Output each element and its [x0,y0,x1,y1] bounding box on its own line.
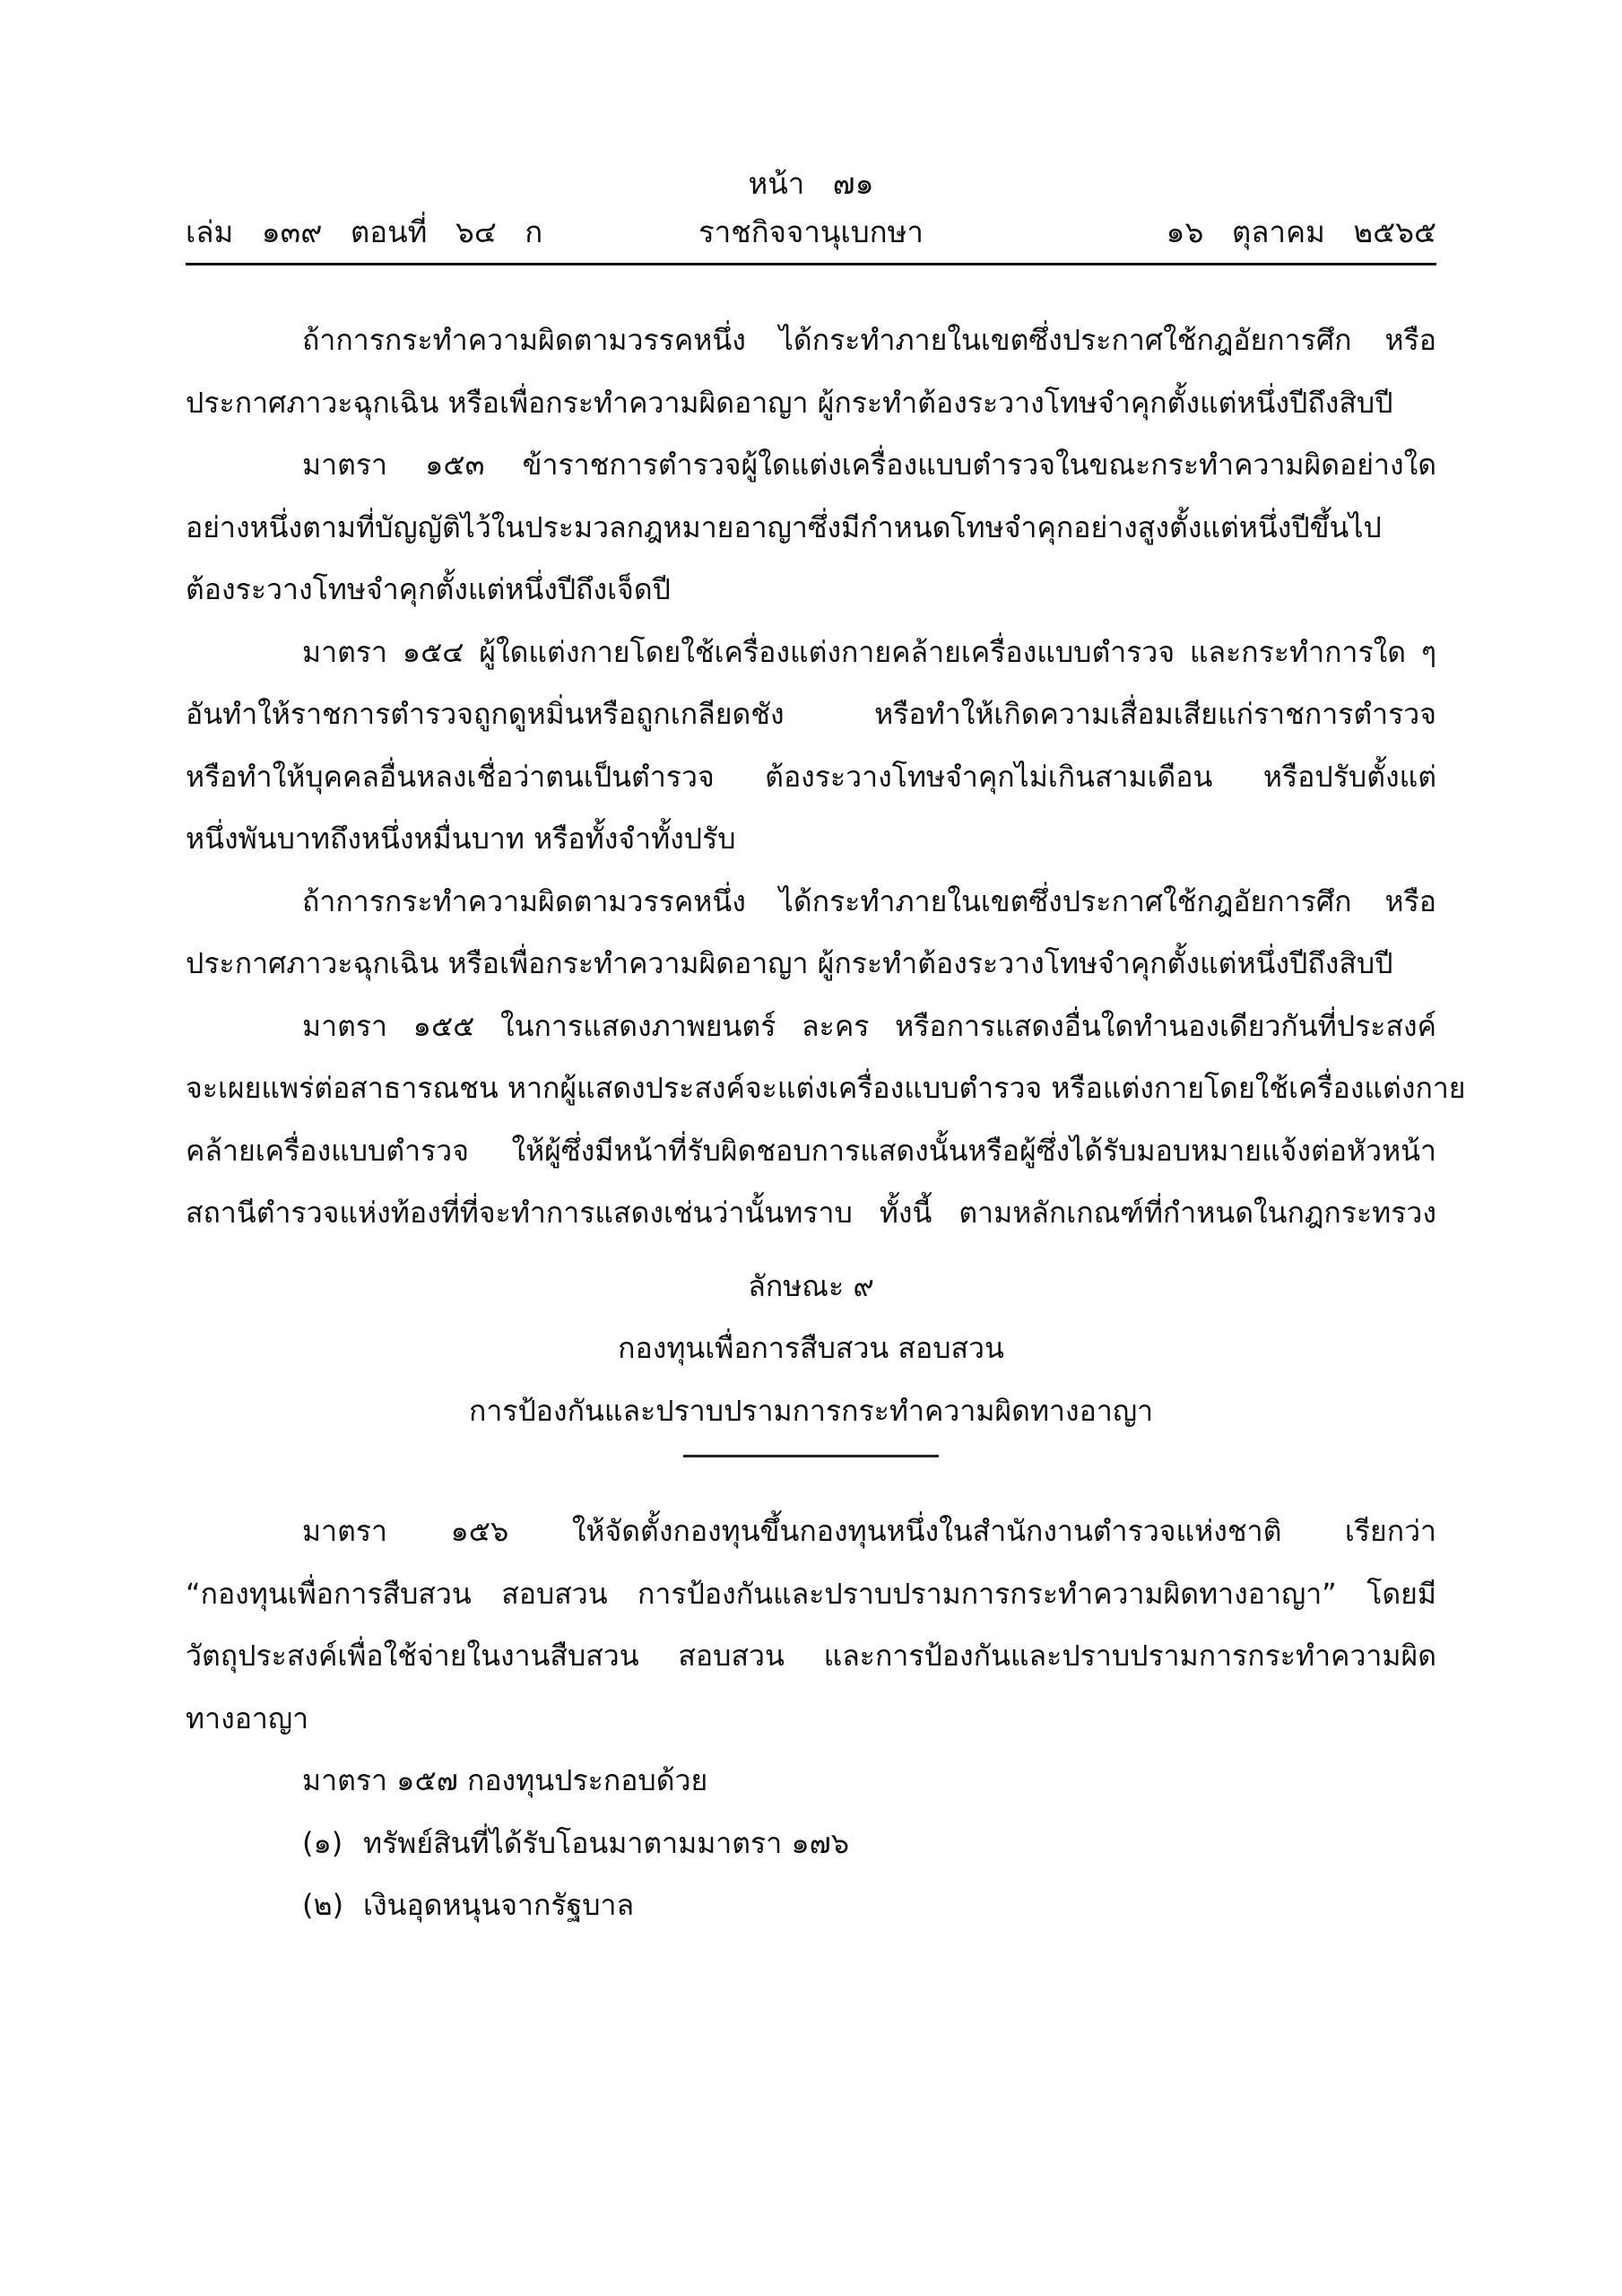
section-155 [186,996,1466,1245]
paragraph-offense-aggravated-2 [186,871,1436,996]
text-line: อันทำให้ราชการตำรวจถูกดูหมิ่นหรือถูกเกลียดชัง หรือทำให้เกิดความเสื่อมเสียแก่ราชการตำรวจ [186,697,1436,731]
text-line: มาตรา ๑๕๓ ข้าราชการตำรวจผู้ใดแต่งเครื่องแบบตำรวจในขณะกระทำความผิดอย่างใด [302,448,1436,482]
text-line: มาตรา ๑๕๕ ในการแสดงภาพยนตร์ ละคร หรือการแสดงอื่นใดทำนองเดียวกันที่ประสงค์ [302,1008,1436,1043]
list-item [186,1874,1436,1937]
chapter-divider [683,1455,939,1457]
text-line: ถ้าการกระทำความผิดตามวรรคหนึ่ง ได้กระทำภายในเขตซึ่งประกาศใช้กฎอัยการศึก หรือ [302,323,1436,357]
text-line: หรือทำให้บุคคลอื่นหลงเชื่อว่าตนเป็นตำรวจ ต้องระวางโทษจำคุกไม่เกินสามเดือน หรือปรับตั้งแต่ [186,759,1436,794]
list-number: (๑) [302,1825,343,1860]
chapter-title: ลักษณะ ๙ [748,1268,874,1303]
section-156 [186,1500,1436,1750]
document-body [186,309,1466,1937]
text-line: จะเผยแพร่ต่อสาธารณชน หากผู้แสดงประสงค์จะแต่งเครื่องแบบตำรวจ หรือแต่งกายโดยใช้เครื่องแต่งกาย [186,1071,1466,1105]
list-item [186,1813,1436,1875]
chapter-subtitle: กองทุนเพื่อการสืบสวน สอบสวน [618,1331,1004,1365]
running-header [186,212,1436,253]
paragraph-offense-aggravated-1 [186,309,1436,434]
publication-date: ๑๖ ตุลาคม ๒๕๖๕ [1166,214,1436,249]
section-153 [186,434,1436,622]
section-154 [186,622,1436,871]
text-line: มาตรา ๑๕๗ กองทุนประกอบด้วย [302,1763,708,1797]
publication-name: ราชกิจจานุเบกษา [698,214,924,249]
section-157 [186,1750,1436,1813]
text-line: ต้องระวางโทษจำคุกตั้งแต่หนึ่งปีถึงเจ็ดปี [186,572,671,606]
text-line: อย่างหนึ่งตามที่บัญญัติไว้ในประมวลกฎหมายอาญาซึ่งมีกำหนดโทษจำคุกอย่างสูงตั้งแต่หนึ่งปีขึ้นไป [186,509,1382,544]
header-rule [186,263,1436,265]
text-line: ประกาศภาวะฉุกเฉิน หรือเพื่อกระทำความผิดอาญา ผู้กระทำต้องระวางโทษจำคุกตั้งแต่หนึ่งปีถึงสิบปี [186,946,1393,980]
volume-issue: เล่ม ๑๓๙ ตอนที่ ๖๔ ก [186,214,543,249]
text-line: มาตรา ๑๕๔ ผู้ใดแต่งกายโดยใช้เครื่องแต่งกายคล้ายเครื่องแบบตำรวจ และกระทำการใด ๆ [302,634,1436,669]
text-line: ทางอาญา [186,1700,309,1735]
text-line: วัตถุประสงค์เพื่อใช้จ่ายในงานสืบสวน สอบสวน และการป้องกันและปราบปรามการกระทำความผิด [186,1639,1436,1673]
list-text: เงินอุดหนุนจากรัฐบาล [363,1888,635,1922]
text-line: คล้ายเครื่องแบบตำรวจ ให้ผู้ซึ่งมีหน้าที่รับผิดชอบการแสดงนั้นหรือผู้ซึ่งได้รับมอบหมายแจ้งต่อหัวหน้า [186,1133,1436,1168]
text-line: “กองทุนเพื่อการสืบสวน สอบสวน การป้องกันและปราบปรามการกระทำความผิดทางอาญา” โดยมี [186,1576,1436,1611]
page-number: หน้า ๗๑ [748,166,874,201]
text-line: ประกาศภาวะฉุกเฉิน หรือเพื่อกระทำความผิดอาญา ผู้กระทำต้องระวางโทษจำคุกตั้งแต่หนึ่งปีถึงสิบปี [186,385,1393,420]
text-line: หนึ่งพันบาทถึงหนึ่งหมื่นบาท หรือทั้งจำทั้งปรับ [186,822,736,856]
list-text: ทรัพย์สินที่ได้รับโอนมาตามมาตรา ๑๗๖ [363,1825,850,1860]
text-line: ถ้าการกระทำความผิดตามวรรคหนึ่ง ได้กระทำภายในเขตซึ่งประกาศใช้กฎอัยการศึก หรือ [302,883,1436,918]
text-line: สถานีตำรวจแห่งท้องที่ที่จะทำการแสดงเช่นว่านั้นทราบ ทั้งนี้ ตามหลักเกณฑ์ที่กำหนดในกฎกระทรวง [186,1196,1436,1230]
chapter-heading [186,1256,1436,1458]
chapter-subtitle: การป้องกันและปราบปรามการกระทำความผิดทางอาญา [468,1393,1154,1428]
list-number: (๒) [302,1888,344,1922]
text-line: มาตรา ๑๕๖ ให้จัดตั้งกองทุนขึ้นกองทุนหนึ่งในสำนักงานตำรวจแห่งชาติ เรียกว่า [302,1514,1436,1548]
